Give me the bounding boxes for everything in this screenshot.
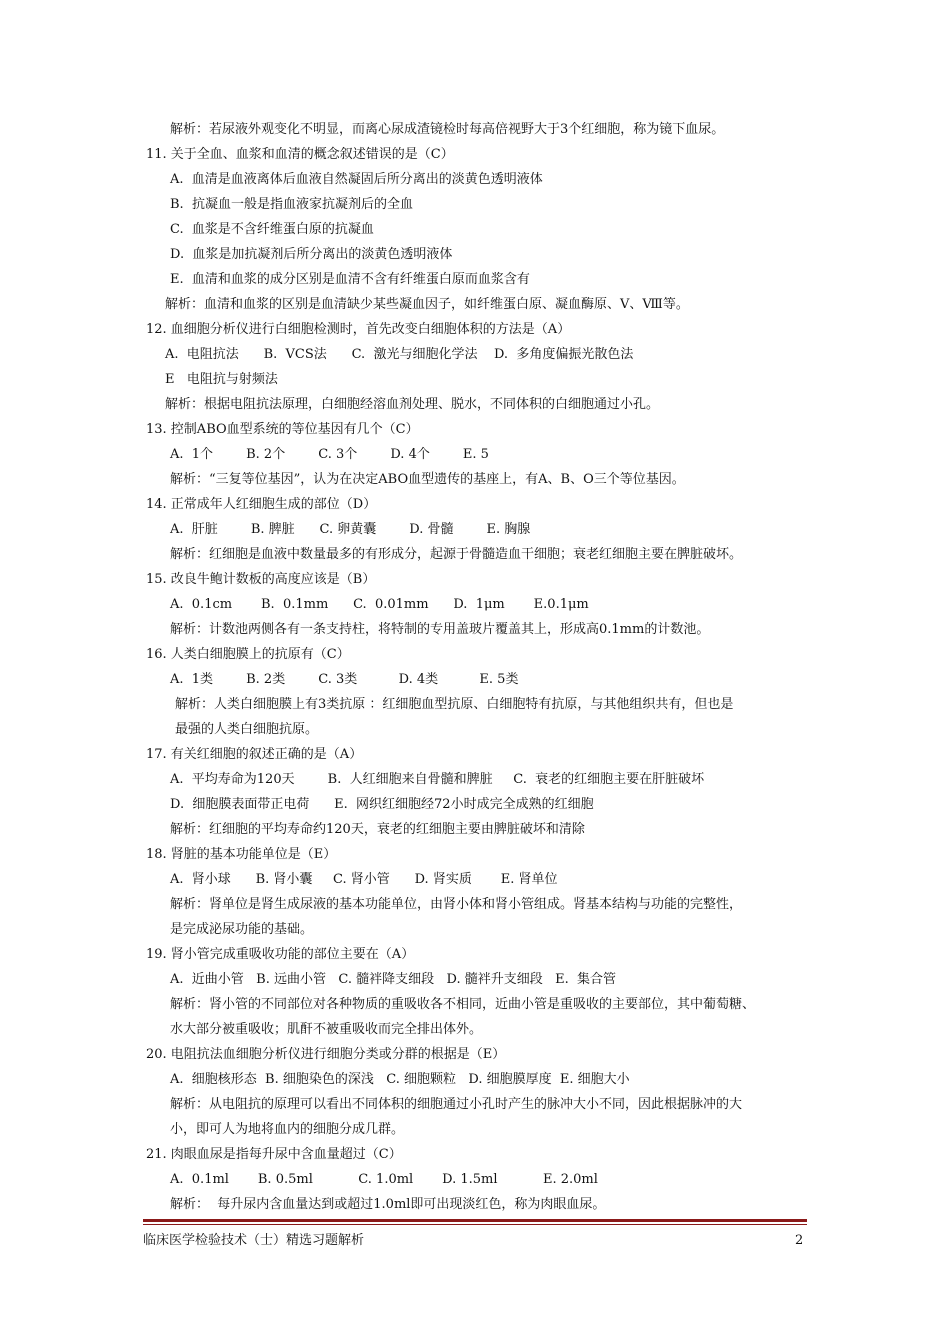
text-line: E 电阻抗与射频法 [165, 372, 278, 387]
text-line: 11. 关于全血、血浆和血清的概念叙述错误的是（C） [146, 147, 454, 162]
text-line: A. 细胞核形态 B. 细胞染色的深浅 C. 细胞颗粒 D. 细胞膜厚度 E. 细胞大小 [170, 1072, 630, 1087]
text-line: 解析：计数池两侧各有一条支持柱，将特制的专用盖玻片覆盖其上，形成高0.1mm的计数池。 [170, 622, 710, 637]
text-line: A. 0.1ml B. 0.5ml C. 1.0ml D. 1.5ml E. 2.0ml [170, 1172, 598, 1187]
text-line: 解析：根据电阻抗法原理，白细胞经溶血剂处理、脱水，不同体积的白细胞通过小孔。 [165, 397, 660, 412]
text-line: A. 平均寿命为120天 B. 人红细胞来自骨髓和脾脏 C. 衰老的红细胞主要在肝脏破坏 [170, 772, 705, 787]
footer-rule-thin [143, 1224, 807, 1225]
text-line: 解析： 每升尿内含血量达到或超过1.0ml即可出现淡红色，称为肉眼血尿。 [170, 1197, 606, 1212]
text-line: 13. 控制ABO血型系统的等位基因有几个（C） [146, 422, 419, 437]
text-line: A. 电阻抗法 B. VCS法 C. 激光与细胞化学法 D. 多角度偏振光散色法 [165, 347, 634, 362]
text-line: 解析：肾小管的不同部位对各种物质的重吸收各不相同，近曲小管是重吸收的主要部位，其中葡萄糖、 [170, 997, 756, 1012]
text-line: 最强的人类白细胞抗原。 [175, 722, 319, 737]
text-line: A. 近曲小管 B. 远曲小管 C. 髓袢降支细段 D. 髓袢升支细段 E. 集合管 [170, 972, 617, 987]
text-line: 18. 肾脏的基本功能单位是（E） [146, 847, 337, 862]
footer-title: 临床医学检验技术（士）精选习题解析 [143, 1233, 365, 1248]
page-number: 2 [795, 1233, 804, 1248]
text-line: A. 肝脏 B. 脾脏 C. 卵黄囊 D. 骨髓 E. 胸腺 [170, 522, 531, 537]
text-line: B. 抗凝血一般是指血液家抗凝剂后的全血 [170, 197, 413, 212]
text-line: 解析：“三复等位基因”，认为在决定ABO血型遗传的基座上，有A、B、O三个等位基因。 [170, 472, 685, 487]
text-line: 解析：肾单位是肾生成尿液的基本功能单位，由肾小体和肾小管组成。肾基本结构与功能的完整性， [170, 897, 743, 912]
text-line: 14. 正常成年人红细胞生成的部位（D） [146, 497, 377, 512]
text-line: 20. 电阻抗法血细胞分析仪进行细胞分类或分群的根据是（E） [146, 1047, 506, 1062]
text-line: 解析：红细胞的平均寿命约120天，衰老的红细胞主要由脾脏破坏和清除 [170, 822, 585, 837]
text-line: 15. 改良牛鲍计数板的高度应该是（B） [146, 572, 376, 587]
footer-rule [143, 1219, 807, 1222]
text-line: 是完成泌尿功能的基础。 [170, 922, 314, 937]
text-line: 19. 肾小管完成重吸收功能的部位主要在（A） [146, 947, 415, 962]
text-line: A. 0.1cm B. 0.1mm C. 0.01mm D. 1μm E.0.1μm [170, 597, 589, 612]
text-line: 解析：红细胞是血液中数量最多的有形成分，起源于骨髓造血干细胞；衰老红细胞主要在脾脏破坏。 [170, 547, 743, 562]
text-line: 21. 肉眼血尿是指每升尿中含血量超过（C） [146, 1147, 402, 1162]
text-line: E. 血清和血浆的成分区别是血清不含有纤维蛋白原而血浆含有 [170, 272, 530, 287]
text-line: D. 细胞膜表面带正电荷 E. 网织红细胞经72小时成完全成熟的红细胞 [170, 797, 594, 812]
text-line: 16. 人类白细胞膜上的抗原有（C） [146, 647, 350, 662]
text-line: 解析：若尿液外观变化不明显，而离心尿成渣镜检时每高倍视野大于3个红细胞，称为镜下血尿。 [170, 122, 725, 137]
text-line: A. 1类 B. 2类 C. 3类 D. 4类 E. 5类 [170, 672, 519, 687]
text-line: 17. 有关红细胞的叙述正确的是（A） [146, 747, 363, 762]
text-line: 12. 血细胞分析仪进行白细胞检测时，首先改变白细胞体积的方法是（A） [146, 322, 571, 337]
text-line: 解析：从电阻抗的原理可以看出不同体积的细胞通过小孔时产生的脉冲大小不同，因此根据脉冲的大 [170, 1097, 743, 1112]
text-line: A. 血清是血液离体后血液自然凝固后所分离出的淡黄色透明液体 [170, 172, 543, 187]
text-line: C. 血浆是不含纤维蛋白原的抗凝血 [170, 222, 374, 237]
text-line: A. 1个 B. 2个 C. 3个 D. 4个 E. 5 [170, 447, 489, 462]
text-line: 解析：人类白细胞膜上有3类抗原 ：红细胞血型抗原、白细胞特有抗原，与其他组织共有，但也是 [175, 697, 734, 712]
text-line: 小，即可人为地将血内的细胞分成几群。 [170, 1122, 405, 1137]
text-line: 解析：血清和血浆的区别是血清缺少某些凝血因子，如纤维蛋白原、凝血酶原、Ⅴ、Ⅷ等。 [165, 297, 689, 312]
text-line: 水大部分被重吸收；肌酐不被重吸收而完全排出体外。 [170, 1022, 483, 1037]
text-line: A. 肾小球 B. 肾小囊 C. 肾小管 D. 肾实质 E. 肾单位 [170, 872, 558, 887]
text-line: D. 血浆是加抗凝剂后所分离出的淡黄色透明液体 [170, 247, 453, 262]
